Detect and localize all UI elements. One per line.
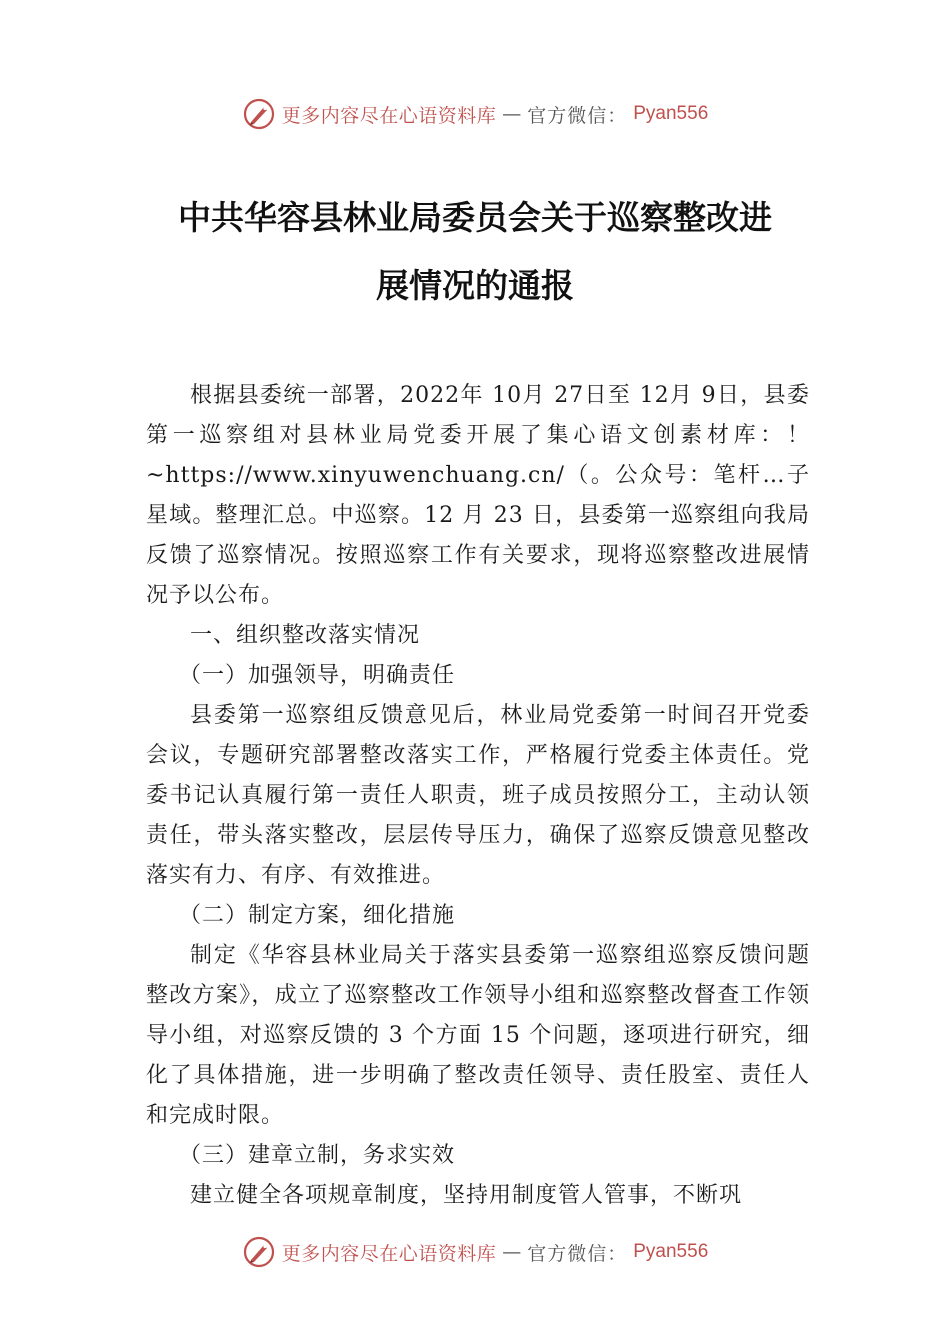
footer-watermark-banner [0,1232,950,1272]
banner-library-text: 更多内容尽在心语资料库 [281,1242,497,1265]
document-title-line-2: 展情况的通报 [376,266,574,305]
pen-logo-icon [242,97,276,131]
subsection-heading-1: （一）加强领导，明确责任 [179,663,456,688]
paragraph-leadership: 县委第一巡察组反馈意见后，林业局党委第一时间召开党委会议，专题研究部署整改落实工作，严格履行党委主体责任。党委书记认真履行第一责任人职责，班子成员按照分工，主动认领责任，带头落实整改，层层传导压力，确保了巡察反馈意见整改落实有力、有序、有效推进。 [146,703,810,888]
banner-separator: — [502,103,522,125]
paragraph-plan: 制定《华容县林业局关于落实县委第一巡察组巡察反馈问题整改方案》，成立了巡察整改工作领导小组和巡察整改督查工作领导小组，对巡察反馈的 3 个方面 15 个问题，逐项进行研究，细化了具体措施，进一步明确了整改责任领导、责任股室、责任人和完成时限。 [146,943,810,1128]
paragraph-rules: 建立健全各项规章制度，坚持用制度管人管事，不断巩 [190,1183,743,1208]
document-title-line-1: 中共华容县林业局委员会关于巡察整改进 [178,198,772,237]
banner-library-text: 更多内容尽在心语资料库 [281,104,497,127]
pen-logo-icon [242,1235,276,1269]
subsection-heading-3: （三）建章立制，务求实效 [179,1143,456,1168]
paragraph-intro: 根据县委统一部署，2022年 10月 27日至 12月 9日，县委第一巡察组对县林业局党委开展了集心语文创素材库：！~https://www.xinyuwenchuang.cn/（。公众号：笔杆…子星域。整理汇总。中巡察。12 月 23 日，县委第一巡察组向我局反馈了巡察情况。按照巡察工作有关要求，现将巡察整改进展情况予以公布。 [146,383,810,608]
banner-wechat-label: 官方微信： [527,1242,628,1265]
header-watermark-banner [0,94,950,134]
section-heading-1: 一、组织整改落实情况 [190,623,421,648]
document-body [146,376,810,1216]
banner-separator: — [502,1241,522,1263]
subsection-heading-2: （二）制定方案，细化措施 [179,903,456,928]
banner-wechat-id: Pyan556 [633,103,709,124]
banner-wechat-id: Pyan556 [633,1241,709,1262]
banner-wechat-label: 官方微信： [527,104,628,127]
